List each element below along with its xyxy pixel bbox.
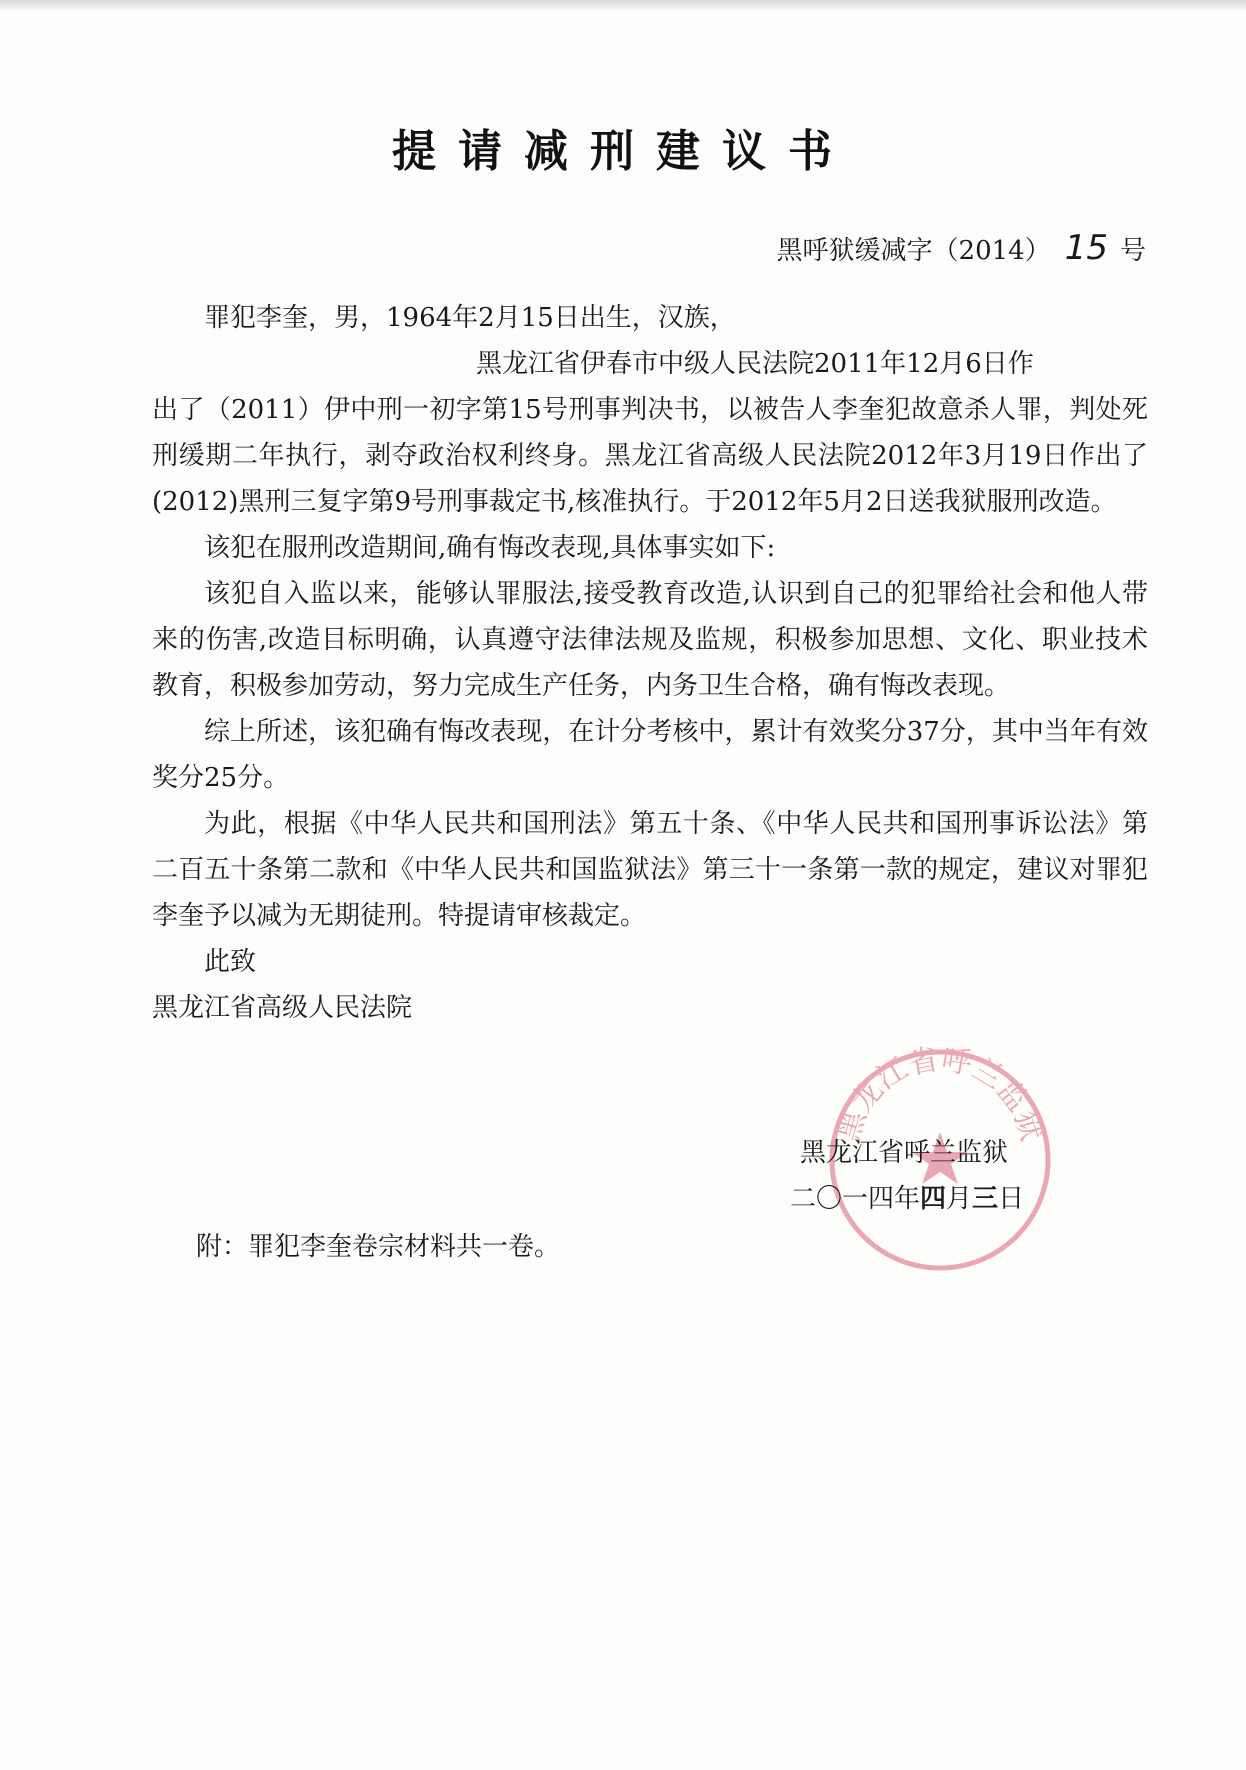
document-number [777, 228, 1146, 268]
date-month: 四 [920, 1184, 947, 1214]
signature-organization: 黑龙江省呼兰监狱 [800, 1138, 1009, 1168]
document-number-suffix: 号 [1119, 236, 1146, 266]
document-body [152, 295, 1148, 1031]
paragraph-summary: 综上所述，该犯确有悔改表现，在计分考核中，累计有效奖分37分，其中当年有效奖分25分。 [152, 717, 1148, 793]
recipient-court: 黑龙江省高级人民法院 [152, 993, 413, 1023]
signature-block [790, 1130, 1024, 1222]
document-number-prefix: 黑呼狱缓减字（2014） [776, 236, 1051, 266]
document-number-handwritten: 15 [1064, 228, 1108, 268]
date-year: 二〇一四年 [790, 1184, 921, 1214]
date-day-suffix: 日 [998, 1184, 1025, 1214]
document-title: 提请减刑建议书 [392, 126, 854, 177]
date-month-suffix: 月 [946, 1184, 973, 1214]
paragraph-reform-intro: 该犯在服刑改造期间,确有悔改表现,具体事实如下: [204, 533, 776, 563]
closing-salutation: 此致 [204, 947, 257, 977]
paragraph-legal-basis: 为此，根据《中华人民共和国刑法》第五十条、《中华人民共和国刑事诉讼法》第二百五十条第二款和《中华人民共和国监狱法》第三十一条第一款的规定，建议对罪犯李奎予以减为无期徒刑。特提请审核裁定。 [152, 809, 1148, 931]
scan-edge [0, 0, 1246, 10]
signature-date [790, 1176, 1024, 1222]
paragraph-court-start: 黑龙江省伊春市中级人民法院2011年12月6日作 [476, 349, 1034, 379]
paragraph-criminal-info: 罪犯李奎，男，1964年2月15日出生，汉族， [204, 303, 736, 333]
paragraph-reform-facts: 该犯自入监以来，能够认罪服法,接受教育改造,认识到自己的犯罪给社会和他人带来的伤害,改造目标明确，认真遵守法律法规及监规，积极参加思想、文化、职业技术教育，积极参加劳动，努力完成生产任务，内务卫生合格，确有悔改表现。 [152, 579, 1148, 701]
attachment-note: 附：罪犯李奎卷宗材料共一卷。 [196, 1232, 561, 1262]
seal-text: 黑龙江省呼兰监狱 [831, 1042, 1049, 1146]
paragraph-judgment: 出了（2011）伊中刑一初字第15号刑事判决书，以被告人李奎犯故意杀人罪，判处死刑缓期二年执行，剥夺政治权利终身。黑龙江省高级人民法院2012年3月19日作出了(2012)黑刑三复字第9号刑事裁定书,核准执行。于2012年5月2日送我狱服刑改造。 [152, 395, 1148, 517]
date-day: 三 [972, 1184, 999, 1214]
